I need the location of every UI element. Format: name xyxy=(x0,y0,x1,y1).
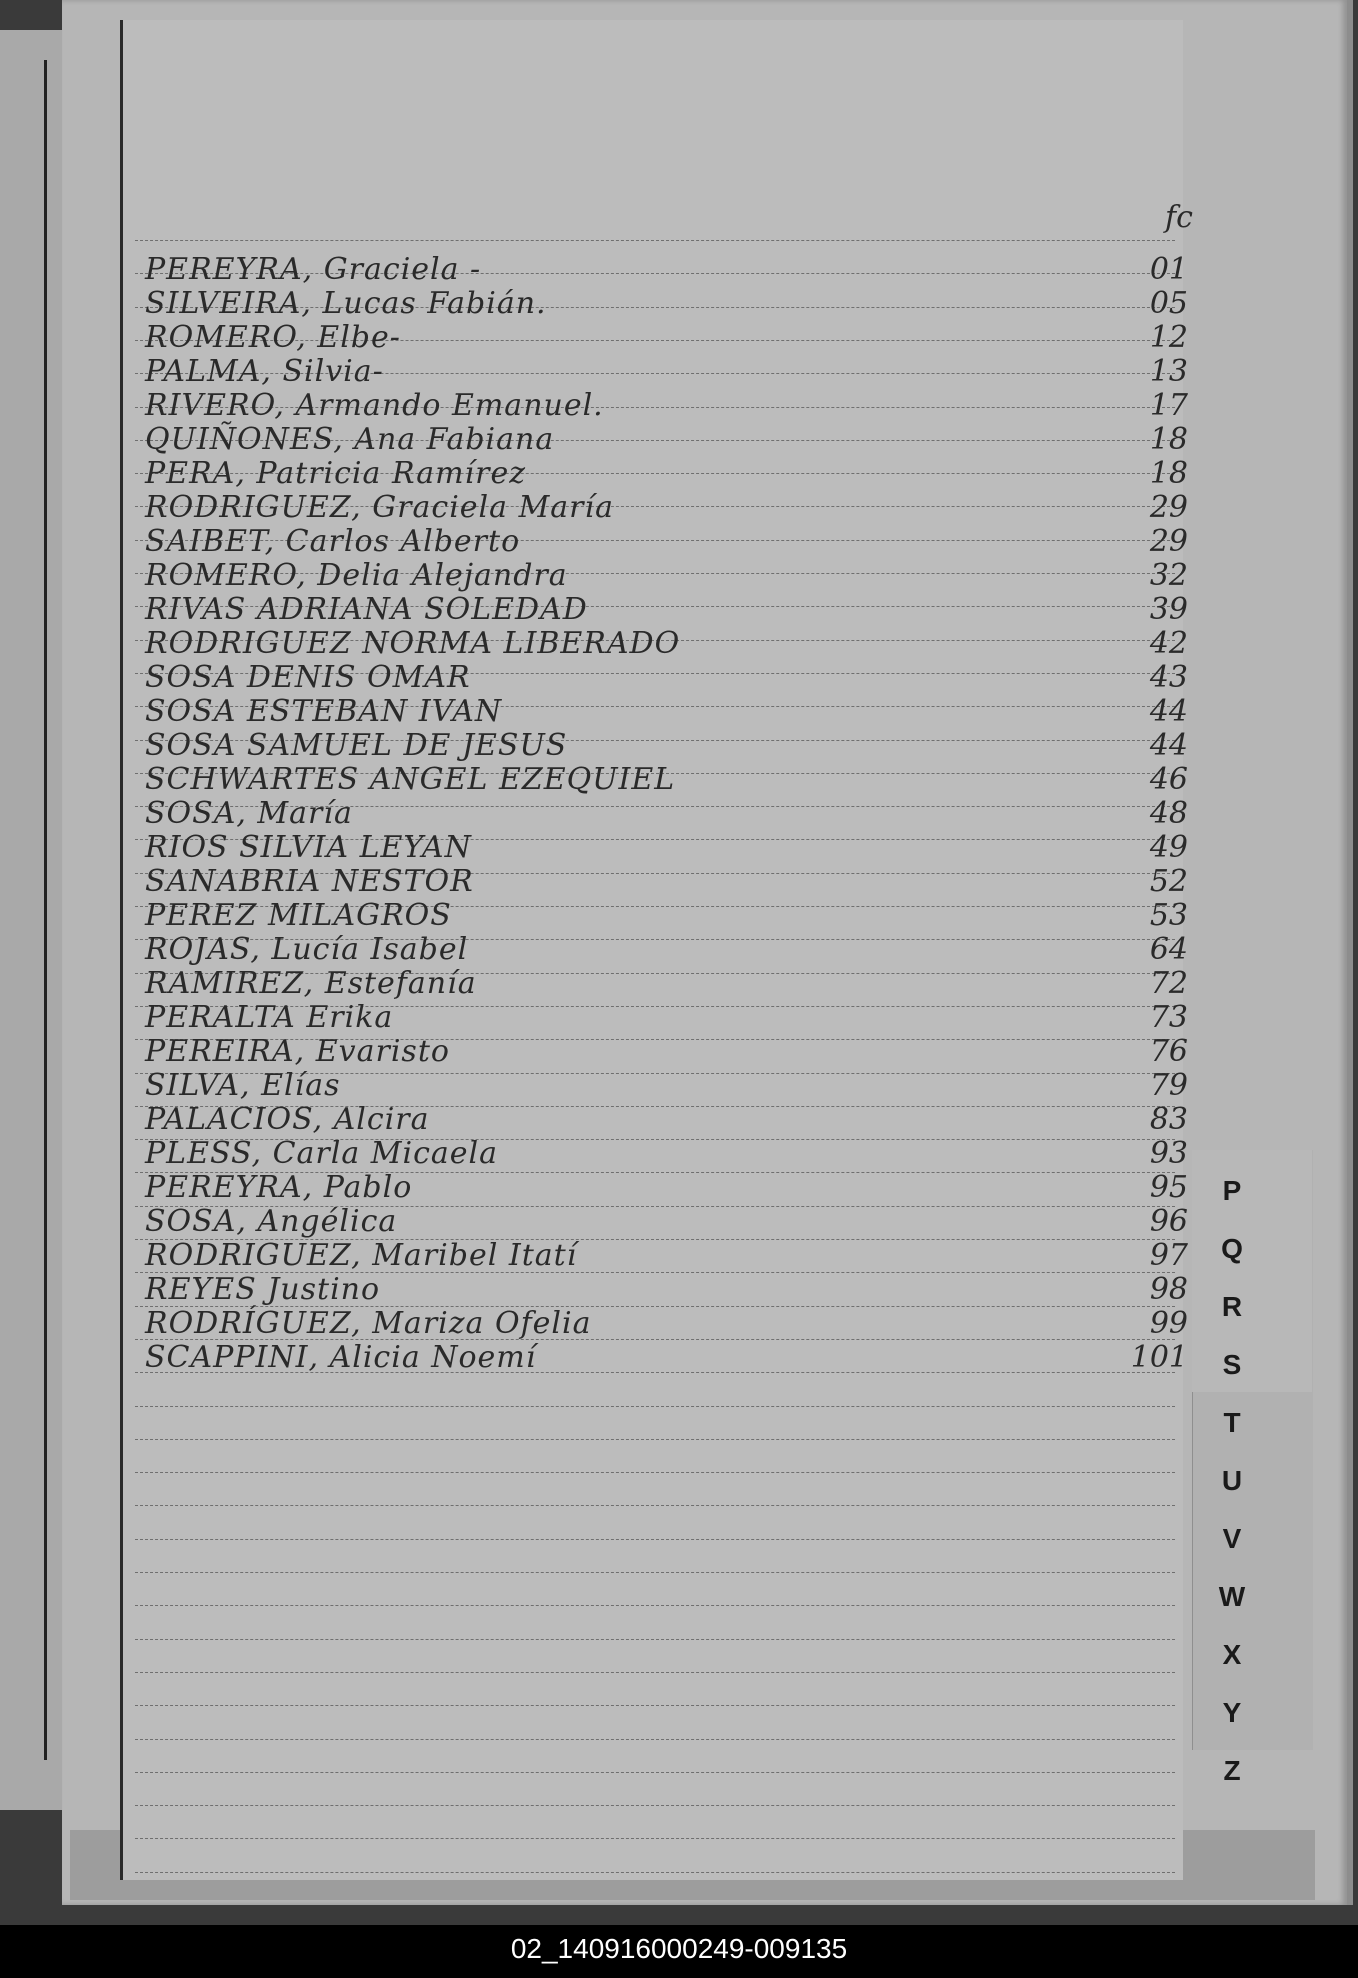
ruled-line xyxy=(135,1539,1175,1540)
entry-name: ROJAS, Lucía Isabel xyxy=(145,932,469,967)
entry-name: SOSA, María xyxy=(145,796,353,831)
entry-folio: 97 xyxy=(1149,1238,1188,1273)
entry-name: PLESS, Carla Micaela xyxy=(145,1136,499,1171)
entry-name: SCHWARTES ANGEL EZEQUIEL xyxy=(145,762,676,797)
entry-folio: 48 xyxy=(1149,796,1188,831)
entry-folio: 01 xyxy=(1149,252,1188,287)
binding-thread xyxy=(44,60,47,1760)
ruled-line xyxy=(135,1572,1175,1573)
ruled-line xyxy=(135,1439,1175,1440)
entry-folio: 98 xyxy=(1149,1272,1188,1307)
entry-folio: 72 xyxy=(1149,966,1188,1001)
image-caption: 02_140916000249-009135 xyxy=(510,1933,848,1964)
entry-name: PEREYRA, Pablo xyxy=(145,1170,413,1205)
index-letter-w[interactable]: W xyxy=(1218,1581,1246,1612)
entry-name: RIOS SILVIA LEYAN xyxy=(145,830,472,865)
entry-folio: 52 xyxy=(1149,864,1188,899)
entry-folio: 99 xyxy=(1149,1306,1188,1341)
entry-name: SOSA, Angélica xyxy=(145,1204,398,1239)
entry-name: RODRIGUEZ NORMA LIBERADO xyxy=(145,626,681,661)
index-letter-v[interactable]: V xyxy=(1222,1523,1242,1554)
ruled-line xyxy=(135,1872,1175,1873)
entry-name: RODRIGUEZ, Maribel Itatí xyxy=(145,1238,578,1273)
ruled-line xyxy=(135,1672,1175,1673)
entry-name: PEREYRA, Graciela - xyxy=(145,252,482,287)
entry-folio: 73 xyxy=(1149,1000,1188,1035)
index-letter-z[interactable]: Z xyxy=(1223,1755,1241,1786)
entry-name: SILVEIRA, Lucas Fabián. xyxy=(145,286,547,321)
ruled-line xyxy=(135,240,1175,241)
index-letter-t[interactable]: T xyxy=(1223,1407,1241,1438)
entry-folio: 13 xyxy=(1149,354,1188,389)
entry-folio: 29 xyxy=(1149,490,1188,525)
entry-folio: 18 xyxy=(1149,422,1188,457)
entry-folio: 29 xyxy=(1149,524,1188,559)
entry-name: PERA, Patricia Ramírez xyxy=(145,456,527,491)
entry-name: SOSA ESTEBAN IVAN xyxy=(145,694,503,729)
entry-folio: 44 xyxy=(1149,694,1188,729)
entry-name: SANABRIA NESTOR xyxy=(145,864,474,899)
ruled-line xyxy=(135,1772,1175,1773)
entry-name: SILVA, Elías xyxy=(145,1068,341,1103)
entry-folio: 49 xyxy=(1149,830,1188,865)
entry-folio: 43 xyxy=(1149,660,1188,695)
entry-name: PEREZ MILAGROS xyxy=(145,898,452,933)
entry-name: SCAPPINI, Alicia Noemí xyxy=(145,1340,537,1375)
entry-folio: 39 xyxy=(1149,592,1188,627)
entry-name: ROMERO, Delia Alejandra xyxy=(145,558,568,593)
entry-name: QUIÑONES, Ana Fabiana xyxy=(145,422,555,457)
index-letter-r[interactable]: R xyxy=(1221,1291,1243,1322)
entry-name: RIVAS ADRIANA SOLEDAD xyxy=(145,592,588,627)
entry-name: ROMERO, Elbe- xyxy=(145,320,401,355)
entry-name: PERALTA Erika xyxy=(145,1000,394,1035)
entry-name: RAMIREZ, Estefanía xyxy=(145,966,477,1001)
entry-name: RIVERO, Armando Emanuel. xyxy=(145,388,604,423)
entry-folio: 76 xyxy=(1149,1034,1188,1069)
ruled-line xyxy=(135,1472,1175,1473)
entry-folio: 79 xyxy=(1149,1068,1188,1103)
index-letter-q[interactable]: Q xyxy=(1221,1233,1243,1264)
entry-name: PEREIRA, Evaristo xyxy=(145,1034,450,1069)
entry-folio: 05 xyxy=(1149,286,1188,321)
entry-folio: 44 xyxy=(1149,728,1188,763)
entry-folio: 64 xyxy=(1149,932,1188,967)
index-letter-p[interactable]: P xyxy=(1222,1175,1242,1206)
folio-header: fc xyxy=(1165,200,1193,235)
index-letter-x[interactable]: X xyxy=(1222,1639,1242,1670)
entry-folio: 95 xyxy=(1149,1170,1188,1205)
entry-folio: 96 xyxy=(1149,1204,1188,1239)
ruled-line xyxy=(135,1505,1175,1506)
entry-name: SAIBET, Carlos Alberto xyxy=(145,524,521,559)
entry-name: SOSA SAMUEL DE JESUS xyxy=(145,728,568,763)
index-letter-u[interactable]: U xyxy=(1221,1465,1243,1496)
entry-name: RODRIGUEZ, Graciela María xyxy=(145,490,614,525)
entry-folio: 32 xyxy=(1149,558,1188,593)
entry-folio: 42 xyxy=(1149,626,1188,661)
alphabet-index-tab xyxy=(1192,1150,1312,1392)
entry-folio: 101 xyxy=(1130,1340,1188,1375)
index-letter-s[interactable]: S xyxy=(1222,1349,1242,1380)
ruled-line xyxy=(135,1739,1175,1740)
entry-name: PALMA, Silvia- xyxy=(145,354,384,389)
entry-folio: 12 xyxy=(1149,320,1188,355)
ruled-line xyxy=(135,1705,1175,1706)
index-letter-y[interactable]: Y xyxy=(1222,1697,1242,1728)
ruled-line xyxy=(135,1805,1175,1806)
ruled-line xyxy=(135,1406,1175,1407)
entry-folio: 93 xyxy=(1149,1136,1188,1171)
entry-folio: 53 xyxy=(1149,898,1188,933)
ruled-line xyxy=(135,1639,1175,1640)
entry-name: PALACIOS, Alcira xyxy=(145,1102,430,1137)
entry-folio: 18 xyxy=(1149,456,1188,491)
entry-folio: 46 xyxy=(1149,762,1188,797)
entry-name: RODRÍGUEZ, Mariza Ofelia xyxy=(145,1306,592,1341)
entry-folio: 17 xyxy=(1149,388,1188,423)
ruled-line xyxy=(135,1605,1175,1606)
ruled-line xyxy=(135,1838,1175,1839)
entry-name: REYES Justino xyxy=(145,1272,381,1307)
entry-name: SOSA DENIS OMAR xyxy=(145,660,471,695)
entry-folio: 83 xyxy=(1149,1102,1188,1137)
